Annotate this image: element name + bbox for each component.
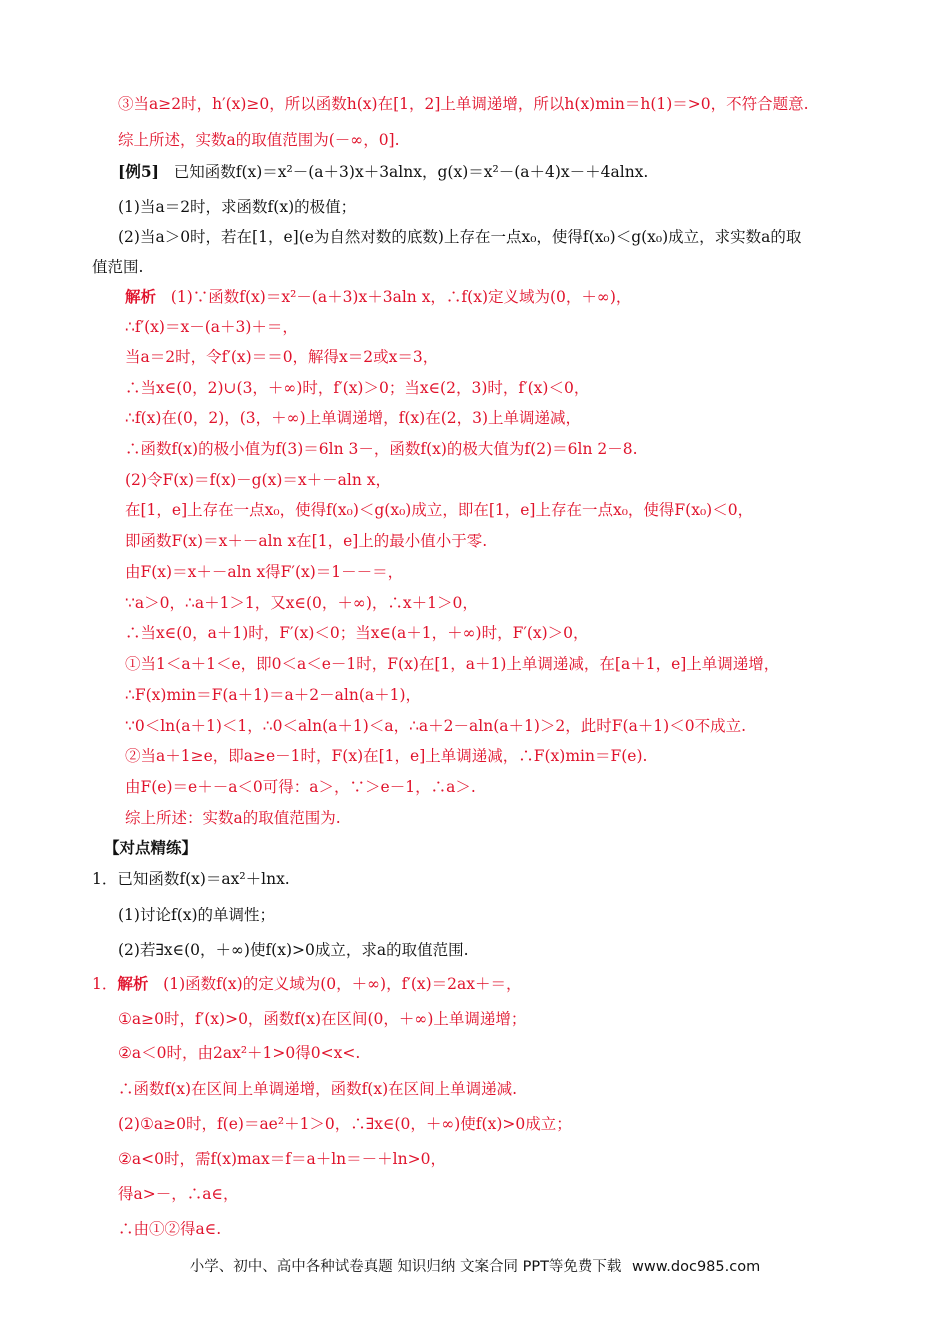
exercise-1-statement: 1．已知函数f(x)＝ax²＋lnx.	[92, 870, 290, 888]
question-part-2: (2)当a＞0时，若在[1，e](e为自然对数的底数)上存在一点x₀，使得f(x₀)＜g(x₀)成立，求实数a的取	[118, 228, 802, 246]
solution-line: ∴函数f(x)的极小值为f(3)＝6ln 3－，函数f(x)的极大值为f(2)＝6ln 2－8.	[125, 440, 638, 458]
exercise-solution-line: ②a＜0时，由2ax²＋1>0得0<x<.	[118, 1044, 361, 1062]
solution-line: 当a＝2时，令f′(x)＝＝0，解得x＝2或x＝3，	[125, 348, 439, 366]
solution-line: ∵a＞0，∴a＋1＞1，又x∈(0，＋∞)，∴x＋1＞0，	[125, 594, 478, 612]
footer-site-link[interactable]: www.doc985.com	[632, 1259, 761, 1275]
page-footer	[0, 1255, 950, 1276]
exercise-solution-line: 1．解析 (1)函数f(x)的定义域为(0，＋∞)，f′(x)＝2ax＋＝，	[92, 974, 522, 993]
exercise-solution-line: (2)①a≥0时，f(e)＝ae²＋1＞0，∴∃x∈(0，＋∞)使f(x)>0成立；	[118, 1115, 572, 1133]
solution-line: 在[1，e]上存在一点x₀，使得f(x₀)＜g(x₀)成立，即在[1，e]上存在一点x₀，使得F(x₀)＜0，	[125, 501, 754, 519]
question-part-2-continued: 值范围.	[92, 258, 144, 276]
solution-tag: 解析	[125, 287, 157, 306]
question-part-1: (1)当a＝2时，求函数f(x)的极值；	[118, 198, 357, 216]
solution-line: 由F(x)＝x＋－aln x得F′(x)＝1－－＝，	[125, 563, 404, 581]
exercise-part-1: (1)讨论f(x)的单调性；	[118, 906, 276, 924]
exercise-solution-line: ∴由①②得a∈.	[118, 1220, 222, 1238]
solution-line: 解析 (1)∵函数f(x)＝x²－(a＋3)x＋3aln x，∴f(x)定义域为(0，＋∞)，	[125, 287, 632, 306]
footer-text: 小学、初中、高中各种试卷真题 知识归纳 文案合同 PPT等免费下载	[189, 1259, 622, 1275]
exercise-solution-line: ①a≥0时，f′(x)>0，函数f(x)在区间(0，＋∞)上单调递增；	[118, 1010, 527, 1028]
solution-line: (2)令F(x)＝f(x)－g(x)＝x＋－aln x，	[125, 471, 391, 489]
exercise-solution-line: ∴函数f(x)在区间上单调递增，函数f(x)在区间上单调递减.	[118, 1080, 518, 1098]
solution-line: 即函数F(x)＝x＋－aln x在[1，e]上的最小值小于零.	[125, 532, 488, 550]
solution-line: ∴f′(x)＝x－(a＋3)＋＝，	[125, 318, 298, 336]
solution-tag: 解析	[117, 974, 149, 993]
example-5-statement	[118, 161, 648, 183]
example-text: 已知函数f(x)＝x²－(a＋3)x＋3alnx，g(x)＝x²－(a＋4)x－＋4alnx.	[173, 163, 649, 181]
solution-line: ∵0＜ln(a＋1)＜1，∴0＜aln(a＋1)＜a，∴a＋2－aln(a＋1)＞2，此时F(a＋1)＜0不成立.	[125, 717, 747, 735]
exercise-solution-line: 得a>－，∴a∈，	[118, 1185, 239, 1203]
solution-line: ③当a≥2时，h′(x)≥0，所以函数h(x)在[1，2]上单调递增，所以h(x)min＝h(1)＝>0，不符合题意.	[118, 95, 809, 113]
exercise-solution-line: ②a<0时，需f(x)max＝f＝a＋ln＝－＋ln>0，	[118, 1150, 446, 1168]
solution-line: ∴f(x)在(0，2)，(3，＋∞)上单调递增，f(x)在(2，3)上单调递减，	[125, 409, 582, 427]
solution-line: ∴当x∈(0，2)∪(3，＋∞)时，f′(x)＞0；当x∈(2，3)时，f′(x)＜0，	[125, 379, 590, 397]
example-tag: [例5]	[118, 162, 159, 181]
solution-line: ②当a＋1≥e，即a≥e－1时，F(x)在[1，e]上单调递减，∴F(x)min＝F(e).	[125, 747, 648, 765]
solution-line: 由F(e)＝e＋－a＜0可得：a＞，∵＞e－1，∴a＞.	[125, 778, 476, 796]
solution-line: 综上所述：实数a的取值范围为.	[125, 809, 341, 827]
solution-line: ∴当x∈(0，a＋1)时，F′(x)＜0；当x∈(a＋1，＋∞)时，F′(x)＞0，	[125, 624, 589, 642]
solution-line: ∴F(x)min＝F(a＋1)＝a＋2－aln(a＋1)，	[125, 686, 422, 704]
solution-line: 综上所述，实数a的取值范围为(－∞，0].	[118, 131, 400, 149]
solution-line: ①当1＜a＋1＜e，即0＜a＜e－1时，F(x)在[1，a＋1)上单调递减，在[a＋1，e]上单调递增，	[125, 655, 780, 673]
exercise-part-2: (2)若∃x∈(0，＋∞)使f(x)>0成立，求a的取值范围.	[118, 941, 469, 959]
section-heading: 【对点精练】	[104, 838, 198, 857]
